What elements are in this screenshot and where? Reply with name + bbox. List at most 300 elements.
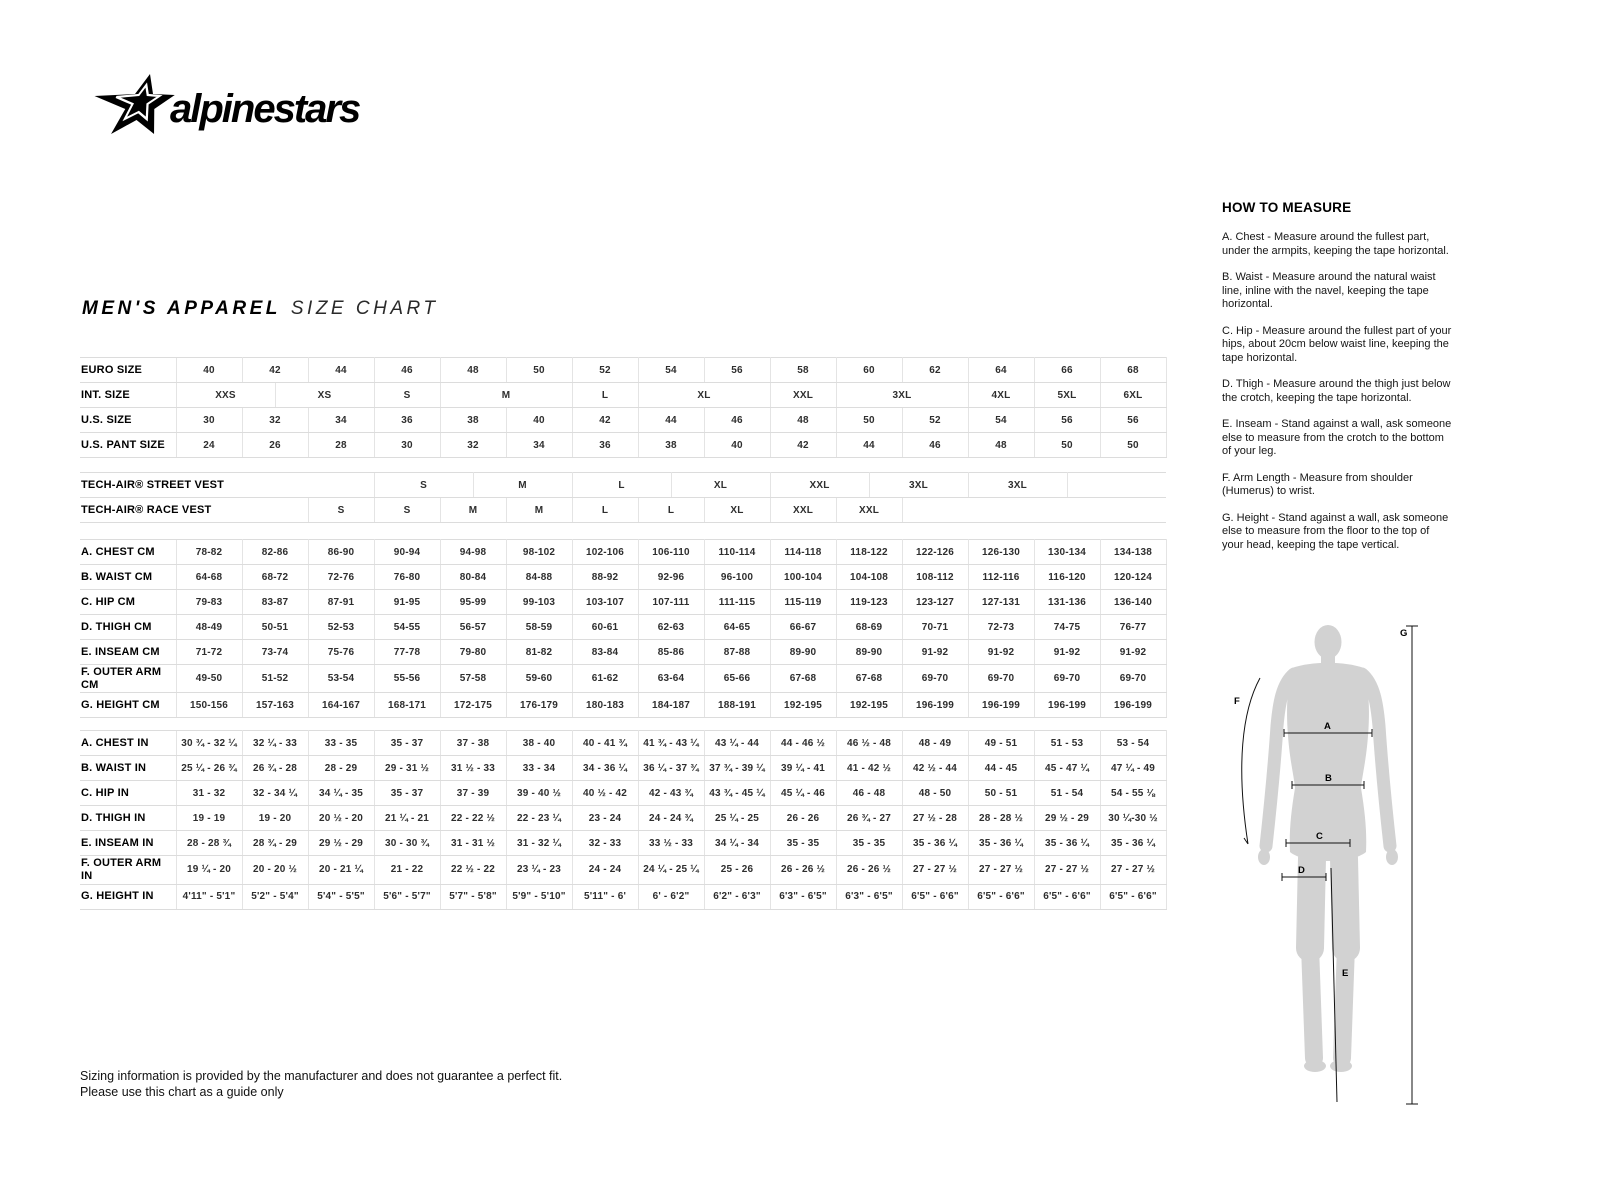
size-cell: S bbox=[374, 473, 473, 498]
diagram-label-a: A bbox=[1324, 721, 1331, 732]
size-cell: 6'3" - 6'5" bbox=[770, 884, 836, 909]
size-cell: 33 - 35 bbox=[308, 731, 374, 756]
empty-cell bbox=[902, 498, 1166, 523]
row-label: C. HIP CM bbox=[80, 590, 176, 615]
size-cell: 39 - 40 ½ bbox=[506, 781, 572, 806]
size-cell: 27 - 27 ½ bbox=[1034, 856, 1100, 884]
measure-instruction-chest: A. Chest - Measure around the fullest part, under the armpits, keeping the tape horizontal. bbox=[1222, 231, 1449, 257]
size-cell: 24 - 24 bbox=[572, 856, 638, 884]
size-cell: 127-131 bbox=[968, 590, 1034, 615]
measure-instruction-hip: C. Hip - Measure around the fullest part of your hips, about 20cm below waist line, keeping the tape horizontal. bbox=[1222, 324, 1452, 364]
size-cell: 33 ½ - 33 bbox=[638, 831, 704, 856]
size-cell: 184-187 bbox=[638, 693, 704, 718]
size-cell: 32 ¼ - 33 bbox=[242, 731, 308, 756]
size-cell: 25 - 26 bbox=[704, 856, 770, 884]
size-cell: 118-122 bbox=[836, 540, 902, 565]
size-cell: 26 bbox=[242, 433, 308, 458]
size-cell: 28 ¾ - 29 bbox=[242, 831, 308, 856]
size-cell: 92-96 bbox=[638, 565, 704, 590]
size-cell: 29 ½ - 29 bbox=[1034, 806, 1100, 831]
size-table-row bbox=[80, 383, 1166, 408]
size-cell: 68-72 bbox=[242, 565, 308, 590]
row-label: C. HIP IN bbox=[80, 781, 176, 806]
size-table-row bbox=[80, 615, 1166, 640]
size-cell: 25 ¼ - 26 ¾ bbox=[176, 756, 242, 781]
body-measurement-diagram bbox=[1228, 616, 1433, 1116]
size-cell: 44 bbox=[308, 358, 374, 383]
body-silhouette bbox=[1258, 625, 1398, 1072]
size-cell: 19 - 20 bbox=[242, 806, 308, 831]
size-cell: 95-99 bbox=[440, 590, 506, 615]
size-cell: 28 bbox=[308, 433, 374, 458]
size-cell: 89-90 bbox=[836, 640, 902, 665]
size-cell: 38 - 40 bbox=[506, 731, 572, 756]
size-cell: 28 - 28 ½ bbox=[968, 806, 1034, 831]
size-cell: 46 bbox=[704, 408, 770, 433]
size-cell: M bbox=[473, 473, 572, 498]
disclaimer bbox=[80, 1068, 562, 1100]
page-title-sub: SIZE CHART bbox=[290, 298, 439, 319]
size-cell: 84-88 bbox=[506, 565, 572, 590]
size-cell: 27 - 27 ½ bbox=[968, 856, 1034, 884]
row-label: A. CHEST IN bbox=[80, 731, 176, 756]
size-cell: 56 bbox=[1100, 408, 1166, 433]
size-cell: 55-56 bbox=[374, 665, 440, 693]
size-cell: 62 bbox=[902, 358, 968, 383]
size-cell: 53 - 54 bbox=[1100, 731, 1166, 756]
size-cell: 27 - 27 ½ bbox=[1100, 856, 1166, 884]
size-cell: 50 bbox=[506, 358, 572, 383]
size-cell: 66 bbox=[1034, 358, 1100, 383]
size-cell: 52-53 bbox=[308, 615, 374, 640]
size-cell: 38 bbox=[638, 433, 704, 458]
size-cell: 61-62 bbox=[572, 665, 638, 693]
size-cell: 35 - 36 ¼ bbox=[902, 831, 968, 856]
size-cell: 80-84 bbox=[440, 565, 506, 590]
size-cell: 43 ¼ - 44 bbox=[704, 731, 770, 756]
size-cell: 79-80 bbox=[440, 640, 506, 665]
size-cell: 32 - 34 ¼ bbox=[242, 781, 308, 806]
size-cell: 192-195 bbox=[836, 693, 902, 718]
size-cell: 74-75 bbox=[1034, 615, 1100, 640]
size-cell: 30 - 30 ¾ bbox=[374, 831, 440, 856]
size-cell: 110-114 bbox=[704, 540, 770, 565]
size-cell: 34 ¼ - 35 bbox=[308, 781, 374, 806]
size-cell: 3XL bbox=[968, 473, 1067, 498]
size-cell: XL bbox=[671, 473, 770, 498]
size-cell: 40 bbox=[704, 433, 770, 458]
size-cell: 115-119 bbox=[770, 590, 836, 615]
row-label: INT. SIZE bbox=[80, 383, 176, 408]
size-cell: 26 ¾ - 27 bbox=[836, 806, 902, 831]
size-cell: 50 bbox=[1100, 433, 1166, 458]
size-cell: 54 bbox=[638, 358, 704, 383]
size-cell: 96-100 bbox=[704, 565, 770, 590]
size-cell: 42 bbox=[572, 408, 638, 433]
size-cell: L bbox=[572, 473, 671, 498]
size-cell: 180-183 bbox=[572, 693, 638, 718]
size-cell: 5'2" - 5'4" bbox=[242, 884, 308, 909]
size-cell: 35 - 36 ¼ bbox=[1034, 831, 1100, 856]
size-cell: 30 bbox=[176, 408, 242, 433]
size-cell: M bbox=[440, 383, 572, 408]
size-cell: 150-156 bbox=[176, 693, 242, 718]
size-cell: 37 - 39 bbox=[440, 781, 506, 806]
size-cell: 86-90 bbox=[308, 540, 374, 565]
size-cell: 106-110 bbox=[638, 540, 704, 565]
size-table-row bbox=[80, 665, 1166, 693]
size-cell: 196-199 bbox=[1100, 693, 1166, 718]
size-cell: 69-70 bbox=[968, 665, 1034, 693]
measure-instruction-thigh: D. Thigh - Measure around the thigh just below the crotch, keeping the tape horizontal. bbox=[1222, 378, 1451, 404]
size-cell: 60 bbox=[836, 358, 902, 383]
size-cell: 5'9" - 5'10" bbox=[506, 884, 572, 909]
size-cell: 70-71 bbox=[902, 615, 968, 640]
size-cell: 64-65 bbox=[704, 615, 770, 640]
size-cell: 72-73 bbox=[968, 615, 1034, 640]
size-cell: 98-102 bbox=[506, 540, 572, 565]
size-cell: 5'11" - 6' bbox=[572, 884, 638, 909]
size-cell: 57-58 bbox=[440, 665, 506, 693]
size-cell: 51-52 bbox=[242, 665, 308, 693]
size-cell: 89-90 bbox=[770, 640, 836, 665]
size-cell: 56-57 bbox=[440, 615, 506, 640]
size-cell: 25 ¼ - 25 bbox=[704, 806, 770, 831]
size-cell: 196-199 bbox=[968, 693, 1034, 718]
size-cell: 76-77 bbox=[1100, 615, 1166, 640]
size-cell: 64-68 bbox=[176, 565, 242, 590]
size-cell: 31 - 32 ¼ bbox=[506, 831, 572, 856]
how-to-measure-panel bbox=[1222, 200, 1452, 565]
size-cell: XXL bbox=[770, 473, 869, 498]
size-cell: 22 - 23 ¼ bbox=[506, 806, 572, 831]
size-table-row bbox=[80, 640, 1166, 665]
size-cell: 52 bbox=[572, 358, 638, 383]
size-table-row bbox=[80, 408, 1166, 433]
page-title bbox=[82, 298, 438, 320]
size-cell: 77-78 bbox=[374, 640, 440, 665]
size-cell: 42 - 43 ¾ bbox=[638, 781, 704, 806]
size-cell: 6'2" - 6'3" bbox=[704, 884, 770, 909]
row-label: TECH-AIR® STREET VEST bbox=[80, 473, 176, 498]
size-cell: 176-179 bbox=[506, 693, 572, 718]
size-cell: 88-92 bbox=[572, 565, 638, 590]
size-cell: 172-175 bbox=[440, 693, 506, 718]
size-cell: 24 ¼ - 25 ¼ bbox=[638, 856, 704, 884]
size-cell: 100-104 bbox=[770, 565, 836, 590]
size-cell: 62-63 bbox=[638, 615, 704, 640]
size-cell: 28 - 29 bbox=[308, 756, 374, 781]
size-cell: 69-70 bbox=[1034, 665, 1100, 693]
size-cell: 73-74 bbox=[242, 640, 308, 665]
size-table-container bbox=[80, 357, 1167, 910]
size-cell: 43 ¾ - 45 ¼ bbox=[704, 781, 770, 806]
measure-instruction-waist: B. Waist - Measure around the natural waist line, inline with the navel, keeping the tape horizontal. bbox=[1222, 271, 1436, 310]
size-cell: 168-171 bbox=[374, 693, 440, 718]
size-cell: 6'3" - 6'5" bbox=[836, 884, 902, 909]
alpinestars-star-icon bbox=[85, 74, 180, 134]
size-cell: 69-70 bbox=[1100, 665, 1166, 693]
size-cell: 41 - 42 ½ bbox=[836, 756, 902, 781]
diagram-label-e: E bbox=[1342, 968, 1349, 979]
size-cell: 126-130 bbox=[968, 540, 1034, 565]
size-cell: 40 - 41 ¾ bbox=[572, 731, 638, 756]
size-cell: 65-66 bbox=[704, 665, 770, 693]
size-cell: 107-111 bbox=[638, 590, 704, 615]
size-cell: 46 ½ - 48 bbox=[836, 731, 902, 756]
size-cell: 4XL bbox=[968, 383, 1034, 408]
size-cell: 52 bbox=[902, 408, 968, 433]
size-cell: 63-64 bbox=[638, 665, 704, 693]
size-cell: 30 ¾ - 32 ¼ bbox=[176, 731, 242, 756]
measure-instruction-arm: F. Arm Length - Measure from shoulder (Humerus) to wrist. bbox=[1222, 471, 1413, 497]
size-cell: 23 ¼ - 23 bbox=[506, 856, 572, 884]
size-table-row bbox=[80, 781, 1166, 806]
size-cell: 29 ½ - 29 bbox=[308, 831, 374, 856]
size-cell: 48 - 49 bbox=[902, 731, 968, 756]
size-cell: 58 bbox=[770, 358, 836, 383]
size-cell: 22 - 22 ½ bbox=[440, 806, 506, 831]
row-label: F. OUTER ARM IN bbox=[80, 856, 176, 884]
measure-instruction-height: G. Height - Stand against a wall, ask someone else to measure from the floor to the top of your head, keeping the tape vertical. bbox=[1222, 511, 1449, 551]
size-cell: 136-140 bbox=[1100, 590, 1166, 615]
size-cell: 4'11" - 5'1" bbox=[176, 884, 242, 909]
size-cell: 56 bbox=[1034, 408, 1100, 433]
size-cell: 3XL bbox=[869, 473, 968, 498]
size-cell: 35 - 36 ¼ bbox=[968, 831, 1034, 856]
size-cell: 44 bbox=[638, 408, 704, 433]
size-cell: 87-88 bbox=[704, 640, 770, 665]
size-cell: 48 bbox=[440, 358, 506, 383]
row-label: F. OUTER ARM CM bbox=[80, 665, 176, 693]
size-cell: 34 ¼ - 34 bbox=[704, 831, 770, 856]
diagram-label-d: D bbox=[1298, 865, 1305, 876]
size-table-row bbox=[80, 565, 1166, 590]
size-cell: 30 ¼-30 ½ bbox=[1100, 806, 1166, 831]
size-cell: 130-134 bbox=[1034, 540, 1100, 565]
size-cell: 51 - 54 bbox=[1034, 781, 1100, 806]
table-group-gap bbox=[80, 523, 1166, 540]
size-cell: 108-112 bbox=[902, 565, 968, 590]
size-table-row bbox=[80, 473, 1166, 498]
size-cell: 41 ¾ - 43 ¼ bbox=[638, 731, 704, 756]
size-cell: 35 - 35 bbox=[836, 831, 902, 856]
size-cell: 31 - 31 ½ bbox=[440, 831, 506, 856]
size-cell: 26 - 26 ½ bbox=[836, 856, 902, 884]
size-cell: 31 - 32 bbox=[176, 781, 242, 806]
size-cell: 67-68 bbox=[770, 665, 836, 693]
size-cell: 20 ½ - 20 bbox=[308, 806, 374, 831]
size-cell: 21 ¼ - 21 bbox=[374, 806, 440, 831]
size-cell: 46 bbox=[374, 358, 440, 383]
size-cell: XL bbox=[638, 383, 770, 408]
size-cell: 48 bbox=[968, 433, 1034, 458]
size-cell: 26 ¾ - 28 bbox=[242, 756, 308, 781]
size-cell: 31 ½ - 33 bbox=[440, 756, 506, 781]
size-cell: 54-55 bbox=[374, 615, 440, 640]
size-cell: 26 - 26 bbox=[770, 806, 836, 831]
size-cell: L bbox=[572, 498, 638, 523]
size-cell: XXL bbox=[836, 498, 902, 523]
size-cell: 114-118 bbox=[770, 540, 836, 565]
size-cell: 29 - 31 ½ bbox=[374, 756, 440, 781]
size-cell: 50 bbox=[1034, 433, 1100, 458]
size-cell: 27 ½ - 28 bbox=[902, 806, 968, 831]
size-table-row bbox=[80, 498, 1166, 523]
row-label: TECH-AIR® RACE VEST bbox=[80, 498, 176, 523]
size-cell: 196-199 bbox=[902, 693, 968, 718]
diagram-label-g: G bbox=[1400, 628, 1408, 639]
size-cell: 67-68 bbox=[836, 665, 902, 693]
size-cell: 83-87 bbox=[242, 590, 308, 615]
size-cell: 32 bbox=[242, 408, 308, 433]
size-cell: 49-50 bbox=[176, 665, 242, 693]
size-cell: 44 bbox=[836, 433, 902, 458]
size-cell: 51 - 53 bbox=[1034, 731, 1100, 756]
row-label: B. WAIST IN bbox=[80, 756, 176, 781]
size-cell: 71-72 bbox=[176, 640, 242, 665]
size-cell: 83-84 bbox=[572, 640, 638, 665]
size-cell: 24 - 24 ¾ bbox=[638, 806, 704, 831]
size-table-row bbox=[80, 358, 1166, 383]
size-table-row bbox=[80, 433, 1166, 458]
size-table-row bbox=[80, 756, 1166, 781]
size-cell: 91-92 bbox=[968, 640, 1034, 665]
size-cell: 68 bbox=[1100, 358, 1166, 383]
size-cell: 37 - 38 bbox=[440, 731, 506, 756]
size-cell: 6XL bbox=[1100, 383, 1166, 408]
size-cell: 21 - 22 bbox=[374, 856, 440, 884]
size-cell: 32 bbox=[440, 433, 506, 458]
size-cell: 35 - 37 bbox=[374, 731, 440, 756]
size-cell: 36 bbox=[572, 433, 638, 458]
size-table-row bbox=[80, 806, 1166, 831]
size-cell: 38 bbox=[440, 408, 506, 433]
size-table-row bbox=[80, 693, 1166, 718]
size-cell: 46 bbox=[902, 433, 968, 458]
size-cell: 103-107 bbox=[572, 590, 638, 615]
size-cell: 35 - 37 bbox=[374, 781, 440, 806]
size-cell: 36 bbox=[374, 408, 440, 433]
size-cell: 91-95 bbox=[374, 590, 440, 615]
row-label: G. HEIGHT IN bbox=[80, 884, 176, 909]
size-cell: 35 - 35 bbox=[770, 831, 836, 856]
size-cell: 120-124 bbox=[1100, 565, 1166, 590]
size-cell: 34 bbox=[308, 408, 374, 433]
size-cell: 27 - 27 ½ bbox=[902, 856, 968, 884]
size-cell: 48 - 50 bbox=[902, 781, 968, 806]
size-cell: 50-51 bbox=[242, 615, 308, 640]
size-cell: 34 bbox=[506, 433, 572, 458]
size-cell: 40 bbox=[506, 408, 572, 433]
size-cell: 116-120 bbox=[1034, 565, 1100, 590]
size-cell: 6'5" - 6'6" bbox=[968, 884, 1034, 909]
size-cell: 72-76 bbox=[308, 565, 374, 590]
size-cell: 53-54 bbox=[308, 665, 374, 693]
size-cell: 5'4" - 5'5" bbox=[308, 884, 374, 909]
size-cell: 45 ¼ - 46 bbox=[770, 781, 836, 806]
size-cell: 164-167 bbox=[308, 693, 374, 718]
size-cell: 23 - 24 bbox=[572, 806, 638, 831]
size-cell: S bbox=[308, 498, 374, 523]
size-cell: 42 ½ - 44 bbox=[902, 756, 968, 781]
size-cell: 44 - 46 ½ bbox=[770, 731, 836, 756]
size-table bbox=[80, 357, 1167, 910]
diagram-label-f: F bbox=[1234, 696, 1240, 707]
size-cell: S bbox=[374, 383, 440, 408]
size-cell: 82-86 bbox=[242, 540, 308, 565]
size-cell: 90-94 bbox=[374, 540, 440, 565]
size-cell: 91-92 bbox=[902, 640, 968, 665]
size-cell: 36 ¼ - 37 ¾ bbox=[638, 756, 704, 781]
size-cell: 104-108 bbox=[836, 565, 902, 590]
size-cell: 50 bbox=[836, 408, 902, 433]
size-cell: XXL bbox=[770, 383, 836, 408]
size-cell: 42 bbox=[242, 358, 308, 383]
size-cell: 45 - 47 ¼ bbox=[1034, 756, 1100, 781]
size-cell: XS bbox=[275, 383, 374, 408]
size-cell: 81-82 bbox=[506, 640, 572, 665]
size-table-row bbox=[80, 884, 1166, 909]
size-cell: 59-60 bbox=[506, 665, 572, 693]
size-cell: 6'5" - 6'6" bbox=[902, 884, 968, 909]
size-cell: 64 bbox=[968, 358, 1034, 383]
size-cell: 3XL bbox=[836, 383, 968, 408]
size-cell: 112-116 bbox=[968, 565, 1034, 590]
size-cell: XXL bbox=[770, 498, 836, 523]
size-cell: 44 - 45 bbox=[968, 756, 1034, 781]
size-cell: 49 - 51 bbox=[968, 731, 1034, 756]
row-label: D. THIGH CM bbox=[80, 615, 176, 640]
size-cell: 56 bbox=[704, 358, 770, 383]
size-cell: 102-106 bbox=[572, 540, 638, 565]
size-cell: 20 - 20 ½ bbox=[242, 856, 308, 884]
size-cell: 32 - 33 bbox=[572, 831, 638, 856]
size-cell: 26 - 26 ½ bbox=[770, 856, 836, 884]
page-title-main: MEN'S APPAREL bbox=[82, 298, 281, 319]
empty-cell bbox=[1067, 473, 1166, 498]
size-cell: 39 ¼ - 41 bbox=[770, 756, 836, 781]
size-table-row bbox=[80, 731, 1166, 756]
size-cell: 6'5" - 6'6" bbox=[1034, 884, 1100, 909]
table-group-gap bbox=[80, 718, 1166, 731]
size-cell: 33 - 34 bbox=[506, 756, 572, 781]
size-cell: 42 bbox=[770, 433, 836, 458]
size-cell: 192-195 bbox=[770, 693, 836, 718]
row-label: G. HEIGHT CM bbox=[80, 693, 176, 718]
row-label: D. THIGH IN bbox=[80, 806, 176, 831]
size-table-row bbox=[80, 590, 1166, 615]
size-table-row bbox=[80, 540, 1166, 565]
size-cell: 119-123 bbox=[836, 590, 902, 615]
size-cell: 5'7" - 5'8" bbox=[440, 884, 506, 909]
size-cell: 78-82 bbox=[176, 540, 242, 565]
diagram-label-c: C bbox=[1316, 831, 1323, 842]
size-cell: L bbox=[638, 498, 704, 523]
logo-wordmark: alpinestars bbox=[170, 87, 360, 131]
size-cell: 111-115 bbox=[704, 590, 770, 615]
size-cell: 40 ½ - 42 bbox=[572, 781, 638, 806]
size-cell: 188-191 bbox=[704, 693, 770, 718]
size-cell: 54 bbox=[968, 408, 1034, 433]
diagram-label-b: B bbox=[1325, 773, 1332, 784]
size-cell: 37 ¾ - 39 ¼ bbox=[704, 756, 770, 781]
size-cell: 48-49 bbox=[176, 615, 242, 640]
size-cell: 60-61 bbox=[572, 615, 638, 640]
size-cell: 69-70 bbox=[902, 665, 968, 693]
row-label: A. CHEST CM bbox=[80, 540, 176, 565]
size-cell: 46 - 48 bbox=[836, 781, 902, 806]
